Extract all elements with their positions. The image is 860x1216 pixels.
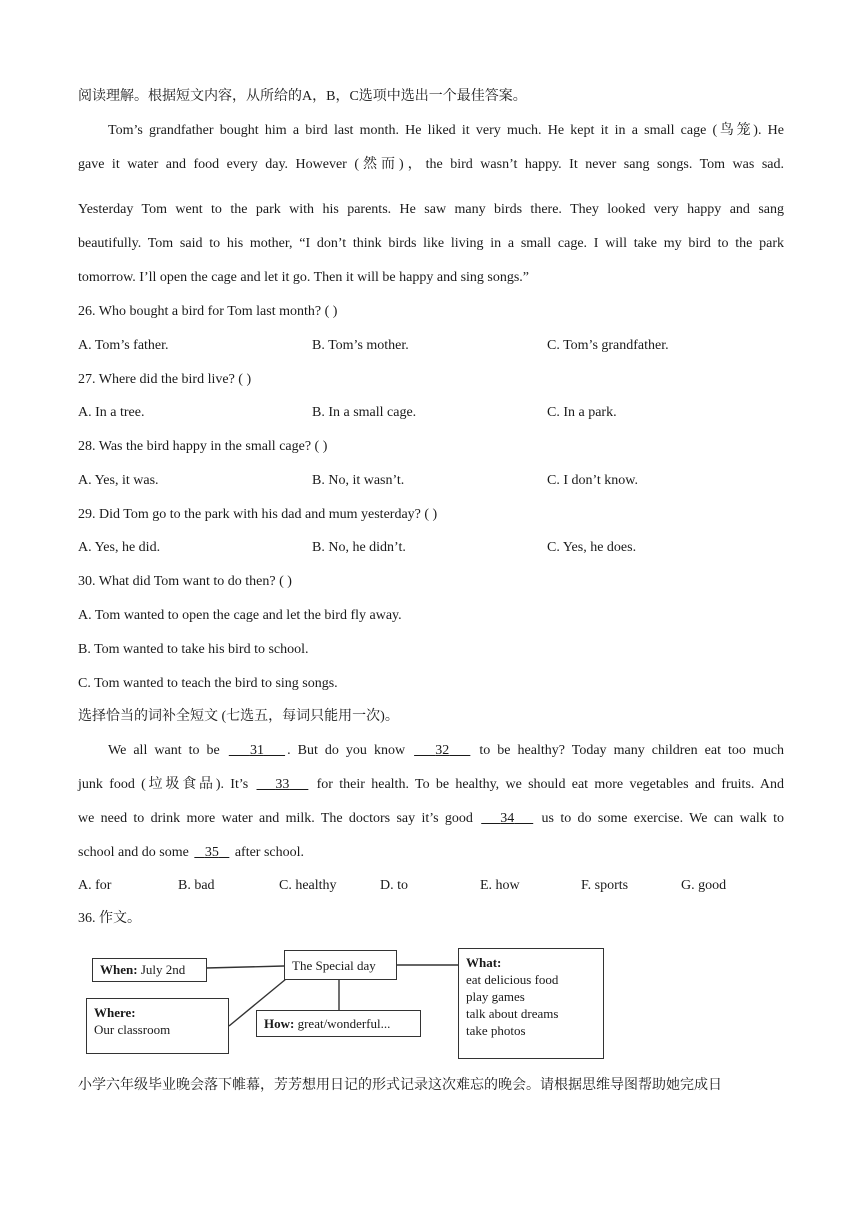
word-option-d: D. to — [380, 878, 408, 893]
q27-option-b: B. In a small cage. — [312, 405, 417, 420]
blank-32: 32 — [435, 743, 450, 758]
cloze-line-4: school and do some 35 after school. — [78, 845, 305, 860]
blank-31: 31 — [249, 743, 264, 758]
mind-map-how: How: great/wonderful... — [256, 1010, 421, 1037]
q30-option-c: C. Tom wanted to teach the bird to sing songs. — [78, 676, 338, 691]
passage-line-5: tomorrow. I’ll open the cage and let it go. Then it will be happy and sing songs.” — [78, 270, 530, 285]
q28-option-a: A. Yes, it was. — [78, 473, 159, 488]
cloze-line-1: We all want to be 31 . But do you know 32 to be healthy? Today many children eat too much — [108, 743, 785, 758]
word-option-b: B. bad — [178, 878, 215, 893]
what-item-4: take photos — [466, 1023, 526, 1038]
word-option-e: E. how — [480, 878, 520, 893]
q26-option-c: C. Tom’s grandfather. — [547, 338, 669, 353]
question-26: 26. Who bought a bird for Tom last month? ( ) — [78, 304, 338, 319]
what-item-1: eat delicious food — [466, 972, 559, 987]
mind-map-center: The Special day — [284, 950, 397, 980]
passage-line-3: Yesterday Tom went to the park with his parents. He saw many birds there. They looked very happy and sang — [78, 202, 784, 217]
what-item-3: talk about dreams — [466, 1006, 559, 1021]
q26-option-a: A. Tom’s father. — [78, 338, 169, 353]
writing-prompt: 小学六年级毕业晚会落下帷幕，芳芳想用日记的形式记录这次难忘的晚会。请根据思维导图帮助她完成日 — [78, 1078, 722, 1093]
what-item-2: play games — [466, 989, 525, 1004]
reading-instruction: 阅读理解。根据短文内容，从所给的A，B，C选项中选出一个最佳答案。 — [78, 89, 527, 104]
word-option-f: F. sports — [581, 878, 629, 893]
mind-map-when: When: July 2nd — [92, 958, 207, 982]
q28-option-c: C. I don’t know. — [547, 473, 638, 488]
blank-35: 35 — [204, 845, 219, 860]
q29-option-c: C. Yes, he does. — [547, 540, 637, 555]
question-28: 28. Was the bird happy in the small cage? ( ) — [78, 439, 328, 454]
passage-line-4: beautifully. Tom said to his mother, “I don’t think birds like living in a small cage. I will take my bird to the park — [78, 236, 784, 251]
mind-map-where: Where: Our classroom — [86, 998, 229, 1054]
passage-line-1: Tom’s grandfather bought him a bird last month. He liked it very much. He kept it in a small cage (鸟笼). He — [108, 123, 784, 138]
q28-option-b: B. No, it wasn’t. — [312, 473, 405, 488]
cloze-line-2: junk food (垃圾食品). It’s 33 for their health. To be healthy, we should eat more vegetables and fruits. And — [78, 777, 785, 792]
question-27: 27. Where did the bird live? ( ) — [78, 372, 252, 387]
question-29: 29. Did Tom go to the park with his dad and mum yesterday? ( ) — [78, 507, 438, 522]
q29-option-b: B. No, he didn’t. — [312, 540, 406, 555]
mind-map — [86, 944, 606, 1060]
q27-option-a: A. In a tree. — [78, 405, 145, 420]
q26-option-b: B. Tom’s mother. — [312, 338, 409, 353]
blank-33: 33 — [275, 777, 290, 792]
writing-task-number: 36. 作文。 — [78, 911, 141, 926]
q30-option-a: A. Tom wanted to open the cage and let the bird fly away. — [78, 608, 402, 623]
q29-option-a: A. Yes, he did. — [78, 540, 161, 555]
q30-option-b: B. Tom wanted to take his bird to school. — [78, 642, 309, 657]
mind-map-what: What: eat delicious food play games talk about dreams take photos — [458, 948, 604, 1059]
q27-option-c: C. In a park. — [547, 405, 617, 420]
passage-line-2: gave it water and food every day. However (然而)，the bird wasn’t happy. It never sang songs. Tom was sad. — [78, 157, 784, 172]
word-option-c: C. healthy — [279, 878, 337, 893]
cloze-instruction: 选择恰当的词补全短文 (七选五，每词只能用一次)。 — [78, 709, 399, 724]
word-option-g: G. good — [681, 878, 727, 893]
word-option-a: A. for — [78, 878, 112, 893]
cloze-line-3: we need to drink more water and milk. The doctors say it’s good 34 us to do some exercise. We can walk to — [78, 811, 785, 826]
blank-34: 34 — [500, 811, 515, 826]
question-30: 30. What did Tom want to do then? ( ) — [78, 574, 292, 589]
